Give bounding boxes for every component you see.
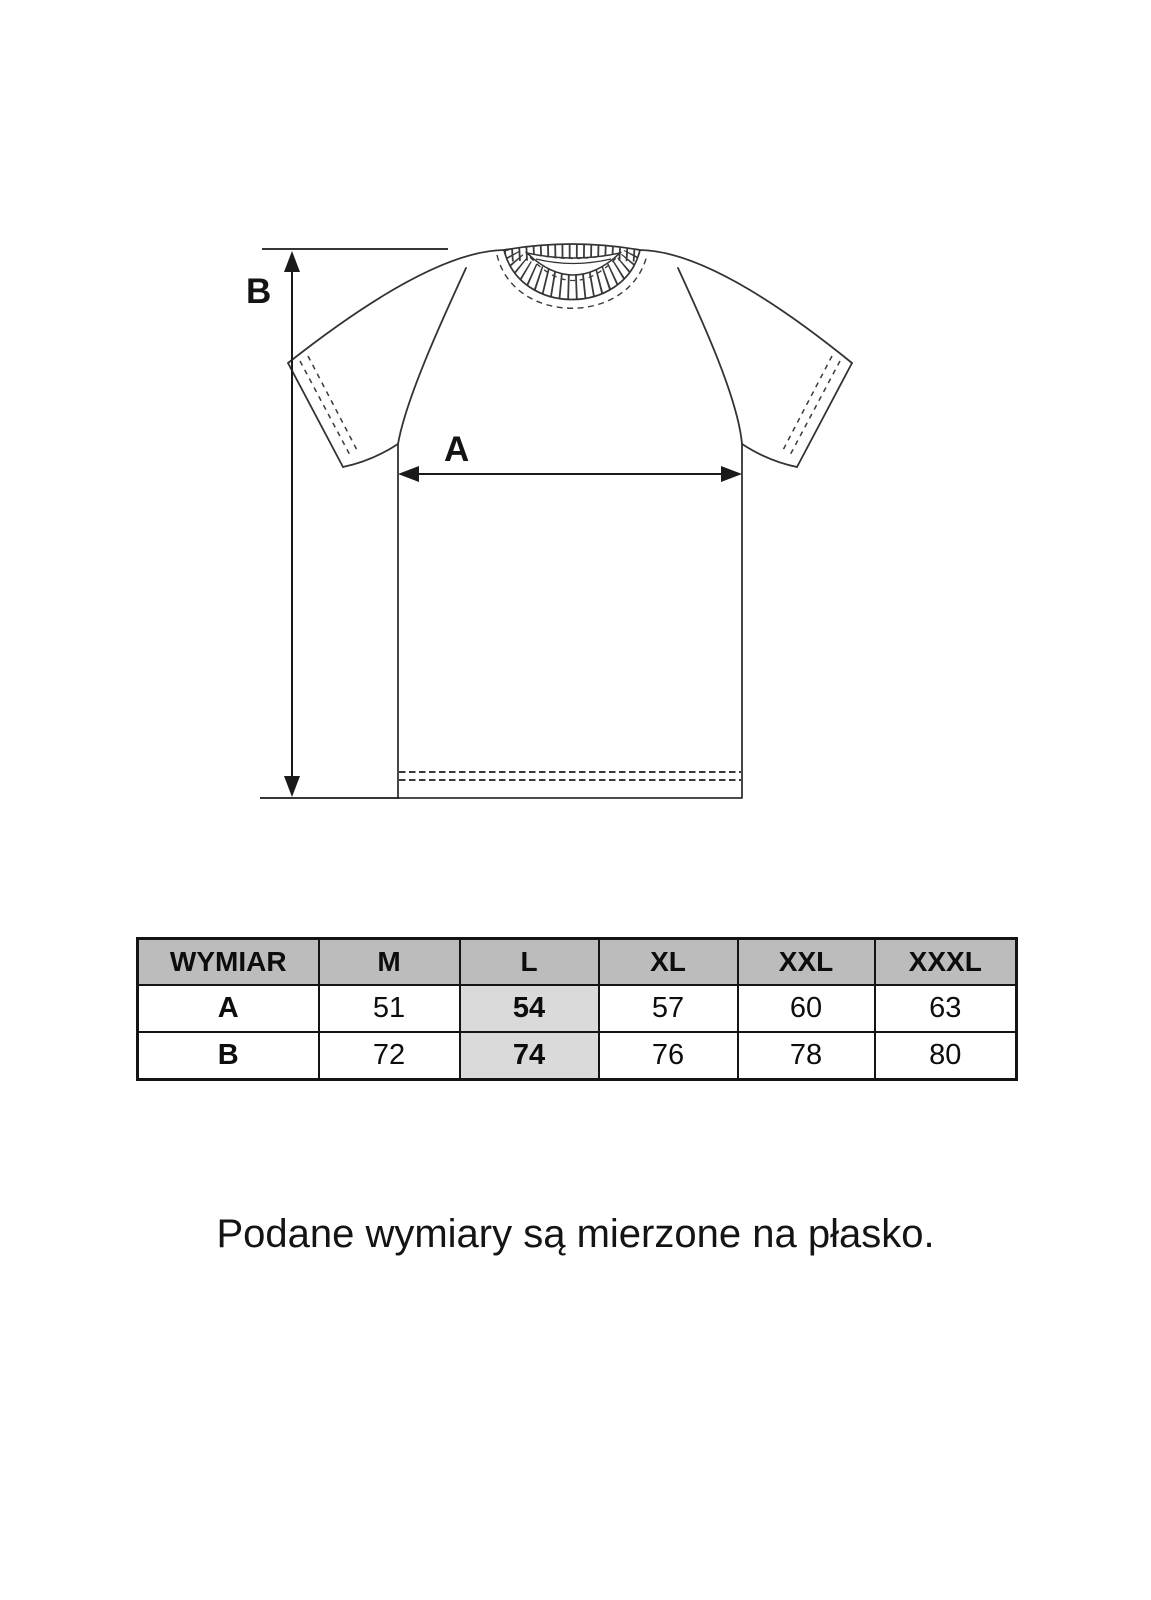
bottom-hem-stitching [399, 772, 741, 780]
left-sleeve-hem [343, 444, 398, 467]
dimension-b [260, 249, 448, 798]
length-label-b: B [246, 272, 272, 311]
measurement-note: Podane wymiary są mierzone na płasko. [216, 1212, 935, 1256]
size-table-header-row [138, 939, 1017, 986]
right-armhole-seam [678, 268, 742, 444]
table-row-a [138, 985, 1017, 1032]
header-size-xxl: XXL [738, 939, 875, 986]
arrowhead-right [721, 466, 742, 482]
arrowhead-up [284, 251, 300, 272]
tshirt-outline [288, 250, 852, 798]
header-wymiar: WYMIAR [138, 939, 319, 986]
size-table [136, 937, 1018, 1081]
width-label-a: A [444, 430, 470, 469]
right-sleeve-hem [742, 444, 797, 467]
cell-b-l-highlighted: 74 [460, 1032, 599, 1080]
right-shoulder-seam [640, 250, 852, 363]
row-a-label: A [138, 985, 319, 1032]
header-size-xxxl: XXXL [875, 939, 1017, 986]
body-sides-and-hem [398, 444, 742, 798]
arrowhead-down [284, 776, 300, 797]
cuff-stitching [300, 356, 840, 457]
header-size-xl: XL [599, 939, 738, 986]
arrowhead-left [398, 466, 419, 482]
cell-b-m: 72 [319, 1032, 460, 1080]
table-row-b [138, 1032, 1017, 1080]
cell-a-l-highlighted: 54 [460, 985, 599, 1032]
cell-b-xxxl: 80 [875, 1032, 1017, 1080]
cell-a-m: 51 [319, 985, 460, 1032]
cell-a-xxl: 60 [738, 985, 875, 1032]
row-b-label: B [138, 1032, 319, 1080]
left-sleeve-cuff-edge [288, 363, 343, 467]
header-size-m: M [319, 939, 460, 986]
header-size-l: L [460, 939, 599, 986]
left-armhole-seam [398, 268, 466, 444]
left-shoulder-seam [288, 250, 504, 363]
collar [497, 244, 647, 308]
cell-b-xxl: 78 [738, 1032, 875, 1080]
cell-a-xl: 57 [599, 985, 738, 1032]
cell-a-xxxl: 63 [875, 985, 1017, 1032]
cell-b-xl: 76 [599, 1032, 738, 1080]
right-sleeve-cuff-edge [797, 363, 852, 467]
